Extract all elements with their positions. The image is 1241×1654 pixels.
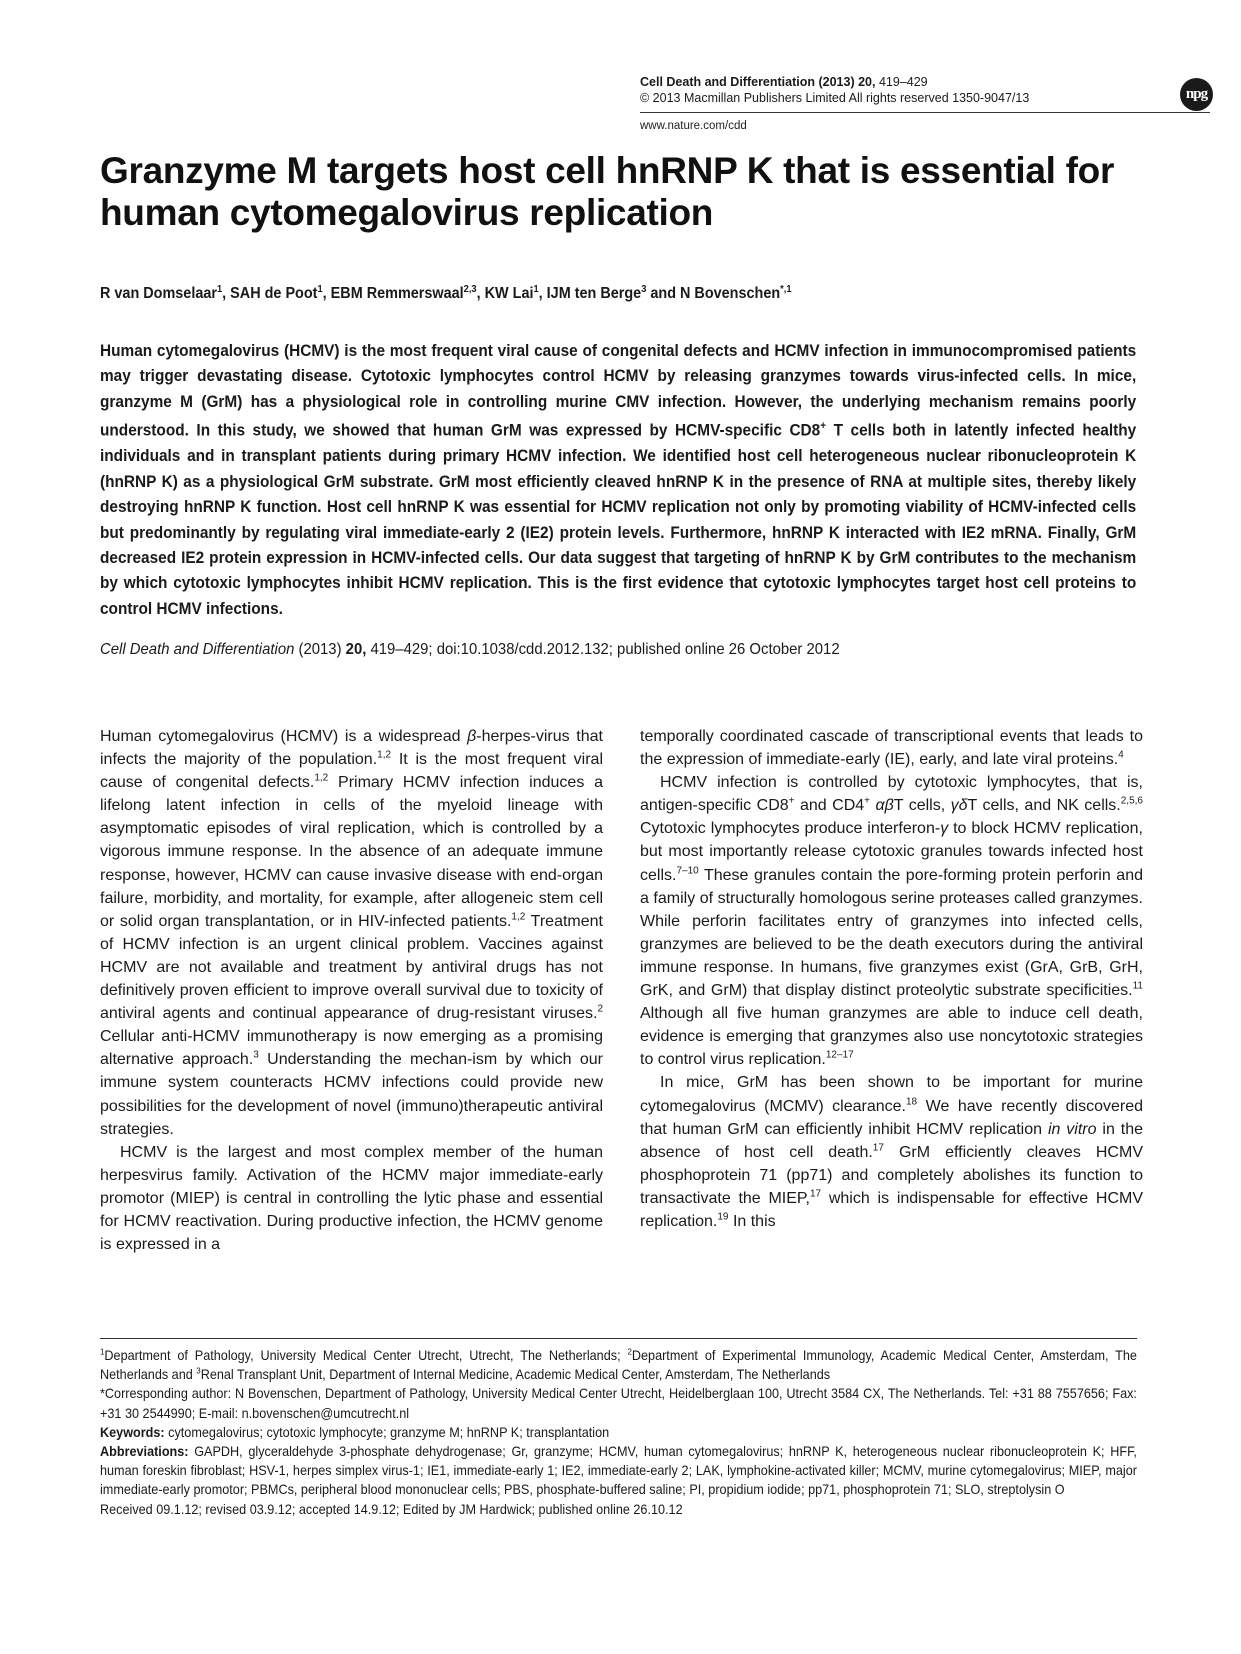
journal-url[interactable]: www.nature.com/cdd <box>640 120 747 132</box>
author-affiliation: *,1 <box>780 284 792 295</box>
body-column-right <box>640 725 1143 1233</box>
footnote-divider <box>100 1338 1137 1339</box>
journal-pages: 419–429 <box>875 75 928 89</box>
author-name: EBM Remmerswaal <box>330 285 464 303</box>
body-paragraph: Human cytomegalovirus (HCMV) is a widespread β-herpes-virus that infects the majority of the population.$^{1,2}$ It is the most frequent viral cause of congenital defects.$^{1,2}$ Primary HCMV infection induces a lifelong latent infection in cells of the myeloid lineage with asymptomatic episodes of viral replication, which is controlled by a vigorous immune response. In the absence of an adequate immune response, however, HCMV can cause invasive disease with end-organ failure, morbidity, and mortality, for example, after allogeneic stem cell or solid organ transplantation, or in HIV-infected patients.$^{1,2}$ Treatment of HCMV infection is an urgent clinical problem. Vaccines against HCMV are not available and treatment by antiviral drugs has not definitively proven efficient to improve overall survival due to toxicity of antiviral agents and continual appearance of drug-resistant viruses.$^2$ Cellular anti-HCMV immunotherapy is now emerging as a promising alternative approach.$^3$ Understanding the mechan-ism by which our immune system counteracts HCMV infections could provide new possibilities for the development of novel (immuno)therapeutic antiviral strategies. <box>100 728 604 1138</box>
article-title: Granzyme M targets host cell hnRNP K that is essential for human cytomegalovirus replication <box>100 150 1115 233</box>
author-separator: , <box>222 285 231 303</box>
author-separator: , <box>538 285 547 303</box>
abstract: Human cytomegalovirus (HCMV) is the most frequent viral cause of congenital defects and HCMV infection in immunocompromised patients may trigger devastating disease. Cytotoxic lymphocytes control HCMV by releasing granzymes towards virus-infected cells. In mice, granzyme M (GrM) has a physiological role in controlling murine CMV infection. However, the underlying mechanism remains poorly understood. In this study, we showed that human GrM was expressed by HCMV-specific CD8+ T cells both in latently infected healthy individuals and in transplant patients during primary HCMV infection. We identified host cell heterogeneous nuclear ribonucleoprotein K (hnRNP K) as a physiological GrM substrate. GrM most efficiently cleaved hnRNP K in the presence of RNA at multiple sites, thereby likely destroying hnRNP K function. Host cell hnRNP K was essential for HCMV replication not only by promoting viability of HCMV-infected cells but predominantly by regulating viral immediate-early 2 (IE2) protein levels. Furthermore, hnRNP K interacted with IE2 mRNA. Finally, GrM decreased IE2 protein expression in HCMV-infected cells. Our data suggest that targeting of hnRNP K by GrM contributes to the mechanism by which cytotoxic lymphocytes inhibit HCMV replication. This is the first evidence that cytotoxic lymphocytes target host cell proteins to control HCMV infections. <box>100 341 1137 618</box>
author-affiliation: 3 <box>641 284 647 295</box>
body-paragraph: In mice, GrM has been shown to be important for murine cytomegalovirus (MCMV) clearance.$^{18}$ We have recently discovered that human GrM can efficiently inhibit HCMV replication in vitro in the absence of host cell death.$^{17}$ GrM efficiently cleaves HCMV phosphoprotein 71 (pp71) and completely abolishes its function to transactivate the MIEP,$^{17}$ which is indispensable for effective HCMV replication.$^{19}$ In this <box>640 1074 1144 1230</box>
keywords-label: Keywords: <box>100 1424 165 1440</box>
author-name: SAH de Poot <box>230 285 318 303</box>
keywords <box>100 1423 1137 1442</box>
author-name: R van Domselaar <box>100 285 217 303</box>
article-citation <box>100 639 1086 661</box>
author-name: N Bovenschen <box>680 285 781 303</box>
received-dates: Received 09.1.12; revised 03.9.12; accepted 14.9.12; Edited by JM Hardwick; published online 26.10.12 <box>100 1501 683 1517</box>
body-column-left <box>100 725 603 1256</box>
author-affiliation: 1 <box>533 284 539 295</box>
abbreviations <box>100 1442 1137 1500</box>
affiliations: $^1$Department of Pathology, University Medical Center Utrecht, Utrecht, The Netherlands; $^2$Department of Experimental Immunology, Academic Medical Center, Amsterdam, The Netherlands and $^3$Renal Transplant Unit, Department of Internal Medicine, Academic Medical Center, Amsterdam, The Netherlands <box>100 1346 1137 1383</box>
journal-citation-line <box>640 74 1140 90</box>
body-paragraph: temporally coordinated cascade of transcriptional events that leads to the expression of immediate-early (IE), early, and late viral proteins.$^4$ <box>640 728 1143 769</box>
author-affiliation: 1 <box>216 284 223 295</box>
footnotes <box>100 1346 1137 1519</box>
body-paragraph: HCMV is the largest and most complex member of the human herpesvirus family. Activation of the HCMV major immediate-early promotor (MIEP) is central in controlling the lytic phase and essential for HCMV reactivation. During productive infection, the HCMV genome is expressed in a <box>100 1143 603 1254</box>
author-separator: , <box>322 285 331 303</box>
copyright-line: © 2013 Macmillan Publishers Limited All rights reserved 1350-9047/13 <box>640 91 1030 105</box>
author-affiliation: 2,3 <box>463 284 477 295</box>
citation-rest: 419–429; doi:10.1038/cdd.2012.132; published online 26 October 2012 <box>366 641 840 658</box>
author-name: IJM ten Berge <box>546 285 642 303</box>
body-paragraph: HCMV infection is controlled by cytotoxic lymphocytes, that is, antigen-specific CD8+ and CD4+ αβT cells, γδT cells, and NK cells.$^{2,5,6}$ Cytotoxic lymphocytes produce interferon-γ to block HCMV replication, but most importantly release cytotoxic granules towards infected host cells.$^{7-10}$ These granules contain the pore-forming protein perforin and a family of structurally homologous serine proteases called granzymes. While perforin facilitates entry of granzymes into infected cells, granzymes are believed to be the death executors during the antiviral immune response. In humans, five granzymes exist (GrA, GrB, GrH, GrK, and GrM) that display distinct proteolytic substrate specificities.$^{11}$ Although all five human granzymes are able to induce cell death, evidence is emerging that granzymes also use noncytotoxic strategies to control virus replication.$^{12-17}$ <box>640 774 1143 1069</box>
author-list <box>100 280 1067 304</box>
corresponding-author: *Corresponding author: N Bovenschen, Department of Pathology, University Medical Center Utrecht, Heidelberglaan 100, Utrecht 3584 CX, The Netherlands. Tel: +31 88 7557656; Fax: +31 30 2544990; E-mail: n.bovenschen@umcutrecht.nl <box>100 1386 1137 1421</box>
journal-name: Cell Death and Differentiation (2013) 20, <box>640 75 876 89</box>
keywords-text: cytomegalovirus; cytotoxic lymphocyte; granzyme M; hnRNP K; transplantation <box>164 1424 610 1440</box>
citation-year: (2013) <box>294 641 346 658</box>
citation-volume: 20, <box>345 641 367 658</box>
abbreviations-text: GAPDH, glyceraldehyde 3-phosphate dehydrogenase; Gr, granzyme; HCMV, human cytomegalovirus; hnRNP K, heterogeneous nuclear ribonucleoprotein K; HFF, human foreskin fibroblast; HSV-1, herpes simplex virus-1; IE1, immediate-early 1; IE2, immediate-early 2; LAK, lymphokine-activated killer; MCMV, murine cytomegalovirus; MIEP, major immediate-early promotor; PBMCs, peripheral blood mononuclear cells; PBS, phosphate-buffered saline; PI, propidium iodide; pp71, phosphoprotein 71; SLO, streptolysin O <box>100 1444 1137 1498</box>
citation-journal: Cell Death and Differentiation <box>100 641 295 658</box>
author-name: KW Lai <box>484 285 534 303</box>
abbreviations-label: Abbreviations: <box>100 1444 189 1460</box>
author-separator: and <box>646 285 681 303</box>
author-affiliation: 1 <box>317 284 323 295</box>
header-divider <box>640 112 1210 113</box>
npg-logo-icon: npg <box>1180 78 1213 111</box>
journal-header <box>640 74 1140 106</box>
author-separator: , <box>476 285 485 303</box>
